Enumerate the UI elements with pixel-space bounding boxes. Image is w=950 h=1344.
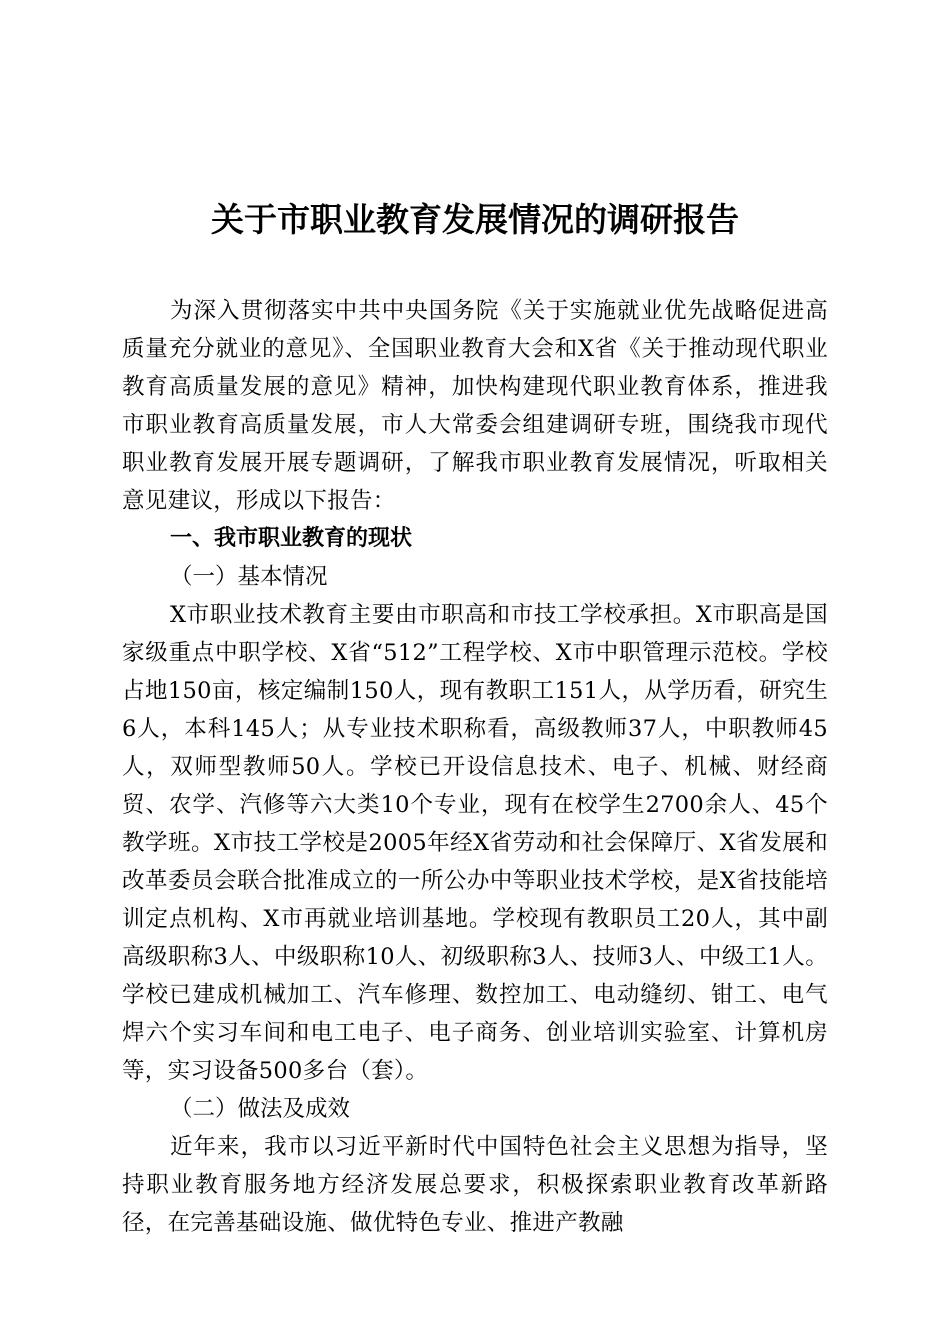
subsection-heading-basic: （一）基本情况 [170, 564, 328, 590]
intro-paragraph: 为深入贯彻落实中共中央国务院《关于实施就业优先战略促进高质量充分就业的意见》、全国职业教育大会和X省《关于推动现代职业教育高质量发展的意见》精神，加快构建现代职业教育体系，推进我市职业教育高质量发展，市人大常委会组建调研专班，围绕我市现代职业教育发展开展专题调研，了解我市职业教育发展情况，听取相关意见建议，形成以下报告： [122, 298, 828, 514]
section-heading: 一、我市职业教育的现状 [170, 526, 413, 551]
results-paragraph: 近年来，我市以习近平新时代中国特色社会主义思想为指导，坚持职业教育服务地方经济发展总要求，积极探索职业教育改革新路径，在完善基础设施、做优特色专业、推进产教融 [122, 1134, 828, 1236]
document-body [122, 292, 828, 1242]
document-title: 关于市职业教育发展情况的调研报告 [211, 200, 739, 239]
basic-info-paragraph: X市职业技术教育主要由市职高和市技工学校承担。X市职高是国家级重点中职学校、X省“512”工程学校、X市中职管理示范校。学校占地150亩，核定编制150人，现有教职工151人，从学历看，研究生6人，本科145人；从专业技术职称看，高级教师37人，中职教师45人，双师型教师50人。学校已开设信息技术、电子、机械、财经商贸、农学、汽修等六大类10个专业，现有在校学生2700余人、45个教学班。X市技工学校是2005年经X省劳动和社会保障厅、X省发展和改革委员会联合批准成立的一所公办中等职业技术学校，是X省技能培训定点机构、X市再就业培训基地。学校现有教职员工20人，其中副高级职称3人、中级职称10人、初级职称3人、技师3人、中级工1人。学校已建成机械加工、汽车修理、数控加工、电动缝纫、钳工、电气焊六个实习车间和电工电子、电子商务、创业培训实验室、计算机房等，实习设备500多台（套）。 [122, 602, 828, 1084]
subsection-heading-results: （二）做法及成效 [170, 1096, 351, 1122]
